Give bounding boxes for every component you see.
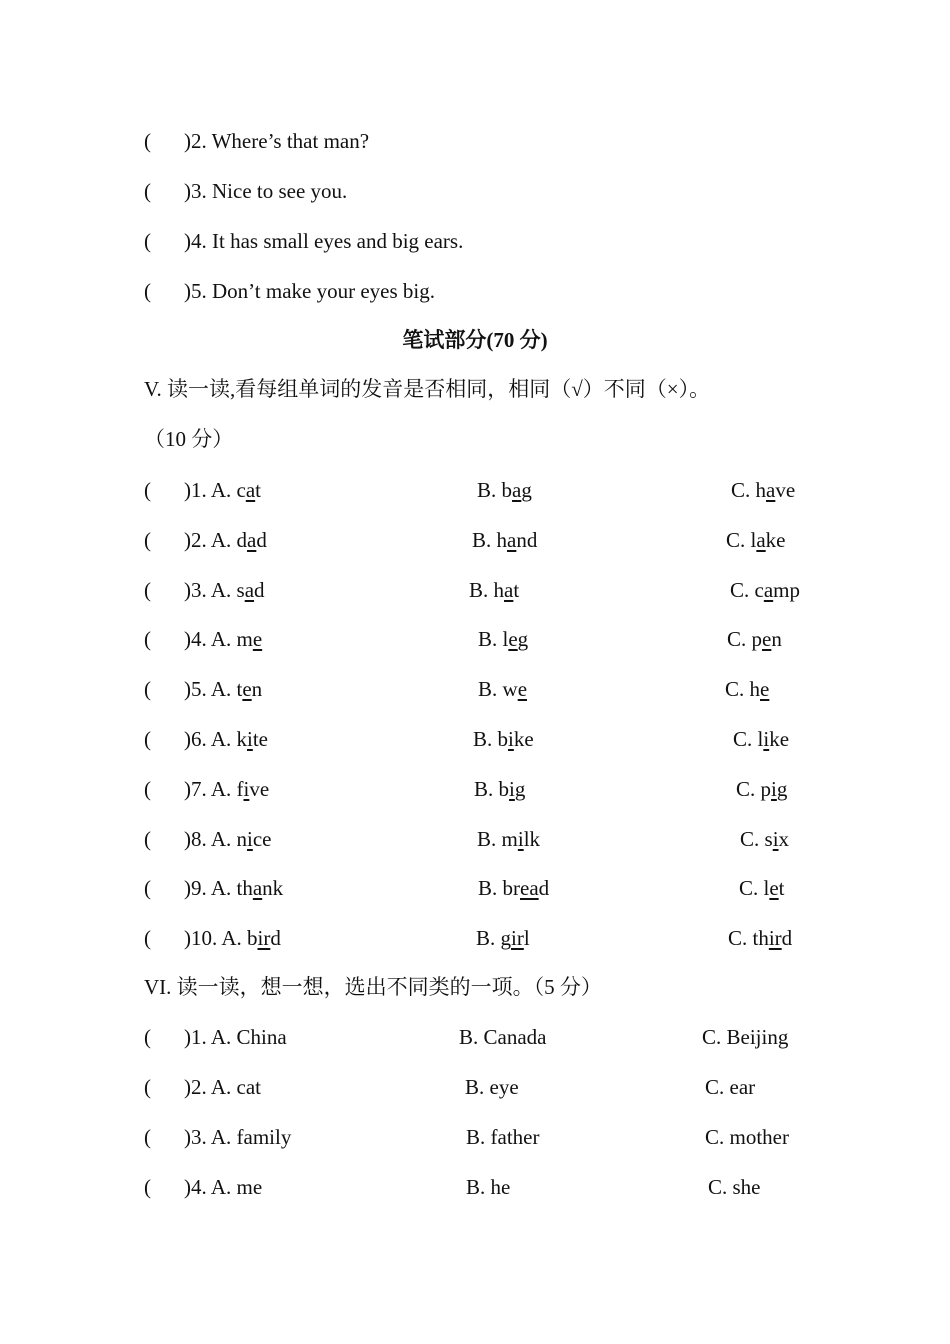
option-b: B. eye — [465, 1075, 519, 1099]
pronunciation-question — [0, 624, 950, 654]
underlined-letters: a — [756, 527, 766, 552]
category-question — [0, 1122, 950, 1152]
option-a-word: five — [236, 776, 270, 801]
option-a: )3. A. family — [184, 1125, 292, 1149]
underlined-letters: a — [504, 577, 514, 602]
answer-bracket: ( — [144, 1125, 151, 1149]
underlined-letters: ir — [257, 926, 271, 951]
category-question — [0, 1072, 950, 1102]
option-c: C. six — [740, 826, 790, 851]
option-b: B. hat — [469, 577, 520, 602]
category-question — [0, 1022, 950, 1052]
answer-bracket: ( — [144, 1075, 151, 1099]
option-b: B. hand — [472, 527, 538, 552]
option-b: B. bike — [473, 727, 534, 751]
underlined-letters: a — [245, 478, 256, 502]
question-text: )2. Where’s that man? — [184, 129, 370, 153]
question-text: )3. Nice to see you. — [184, 179, 348, 203]
option-a-word: thank — [236, 876, 284, 901]
underlined-letters: ir — [768, 926, 782, 951]
answer-bracket: ( — [144, 727, 151, 751]
option-a-word: cat — [236, 478, 261, 502]
option-a: )9. A. thank — [184, 876, 284, 901]
option-c: C. ear — [705, 1075, 756, 1099]
option-c: C. Beijing — [702, 1025, 789, 1049]
listening-question — [0, 226, 950, 256]
option-b: B. bag — [477, 478, 532, 502]
option-b: B. milk — [477, 826, 541, 851]
underlined-letters: i — [247, 826, 253, 851]
option-a-word: kite — [236, 727, 268, 751]
underlined-letters: i — [243, 776, 250, 801]
option-a-word: nice — [236, 826, 272, 851]
option-c: C. like — [733, 727, 790, 751]
option-a-word: me — [236, 627, 263, 652]
pronunciation-question — [0, 873, 950, 903]
underlined-letters: i — [771, 776, 777, 801]
answer-bracket: ( — [144, 478, 151, 502]
answer-bracket: ( — [144, 229, 151, 253]
underlined-letters: e — [508, 627, 518, 652]
option-a: )4. A. me — [184, 627, 263, 652]
option-c: C. mother — [705, 1125, 789, 1149]
option-a-word: bird — [247, 926, 281, 951]
listening-question — [0, 126, 950, 156]
section-5-points: （10 分） — [144, 427, 234, 451]
underlined-letters: i — [509, 776, 515, 801]
underlined-letters: a — [512, 478, 522, 502]
underlined-letters: ea — [520, 876, 539, 901]
question-text: )4. It has small eyes and big ears. — [184, 229, 464, 253]
option-a: )1. A. China — [184, 1025, 287, 1049]
underlined-letters: a — [766, 478, 776, 502]
option-c: C. let — [739, 876, 785, 901]
pronunciation-question — [0, 475, 950, 505]
option-c: C. pen — [727, 627, 782, 652]
answer-bracket: ( — [144, 129, 151, 153]
underlined-letters: i — [508, 727, 514, 751]
option-c: C. camp — [730, 577, 800, 602]
pronunciation-question — [0, 824, 950, 854]
option-c: C. she — [708, 1175, 761, 1199]
pronunciation-question — [0, 724, 950, 754]
underlined-letters: e — [517, 677, 528, 702]
underlined-letters: e — [762, 627, 772, 652]
answer-bracket: ( — [144, 1175, 151, 1199]
option-b: B. leg — [478, 627, 529, 652]
option-a: )7. A. five — [184, 776, 270, 801]
option-a: )5. A. ten — [184, 677, 263, 702]
underlined-letters: a — [507, 527, 517, 552]
pronunciation-question — [0, 674, 950, 704]
option-b: B. we — [478, 677, 528, 702]
option-b: B. bread — [478, 876, 550, 901]
answer-bracket: ( — [144, 1025, 151, 1049]
answer-bracket: ( — [144, 677, 151, 702]
option-c: C. have — [731, 478, 796, 502]
option-b: B. father — [466, 1125, 540, 1149]
underlined-letters: a — [252, 876, 263, 901]
underlined-letters: a — [247, 527, 257, 552]
pronunciation-question — [0, 923, 950, 953]
underlined-letters: i — [247, 727, 253, 751]
option-a-word: dad — [236, 527, 267, 552]
underlined-letters: a — [763, 577, 774, 602]
answer-bracket: ( — [144, 527, 151, 552]
answer-bracket: ( — [144, 279, 151, 303]
option-b: B. he — [466, 1175, 511, 1199]
option-a: )2. A. cat — [184, 1075, 261, 1099]
underlined-letters: e — [760, 677, 770, 702]
answer-bracket: ( — [144, 776, 151, 801]
option-b: B. girl — [476, 926, 530, 951]
option-a: )1. A. cat — [184, 478, 261, 502]
answer-bracket: ( — [144, 627, 151, 652]
section-5-title: V. 读一读,看每组单词的发音是否相同，相同（√）不同（×）。 — [144, 377, 711, 401]
option-a: )4. A. me — [184, 1175, 263, 1199]
option-c: C. he — [725, 677, 770, 702]
option-c: C. third — [728, 926, 793, 951]
option-c: C. pig — [736, 776, 788, 801]
answer-bracket: ( — [144, 179, 151, 203]
option-b: B. big — [474, 776, 526, 801]
option-a: )2. A. dad — [184, 527, 267, 552]
underlined-letters: i — [763, 727, 770, 751]
written-section-heading: 笔试部分(70 分) — [402, 328, 548, 352]
answer-bracket: ( — [144, 577, 151, 602]
option-b: B. Canada — [459, 1025, 547, 1049]
question-text: )5. Don’t make your eyes big. — [184, 279, 435, 303]
underlined-letters: i — [517, 826, 524, 851]
section-6-title: VI. 读一读，想一想，选出不同类的一项。（5 分） — [144, 975, 602, 999]
listening-question — [0, 176, 950, 206]
option-a: )6. A. kite — [184, 727, 268, 751]
answer-bracket: ( — [144, 826, 151, 851]
underlined-letters: e — [242, 677, 252, 702]
option-a: )8. A. nice — [184, 826, 272, 851]
answer-bracket: ( — [144, 926, 151, 951]
option-a-word: sad — [236, 577, 265, 602]
underlined-letters: e — [252, 627, 263, 652]
underlined-letters: a — [244, 577, 255, 602]
underlined-letters: i — [772, 826, 779, 851]
category-question — [0, 1172, 950, 1202]
option-a: )3. A. sad — [184, 577, 265, 602]
option-a: )10. A. bird — [184, 926, 281, 951]
underlined-letters: gir — [500, 926, 524, 951]
pronunciation-question — [0, 774, 950, 804]
answer-bracket: ( — [144, 876, 151, 901]
pronunciation-question — [0, 575, 950, 605]
underlined-letters: e — [769, 876, 779, 901]
listening-question — [0, 276, 950, 306]
pronunciation-question — [0, 525, 950, 555]
option-c: C. lake — [726, 527, 786, 552]
option-a-word: ten — [236, 677, 263, 702]
